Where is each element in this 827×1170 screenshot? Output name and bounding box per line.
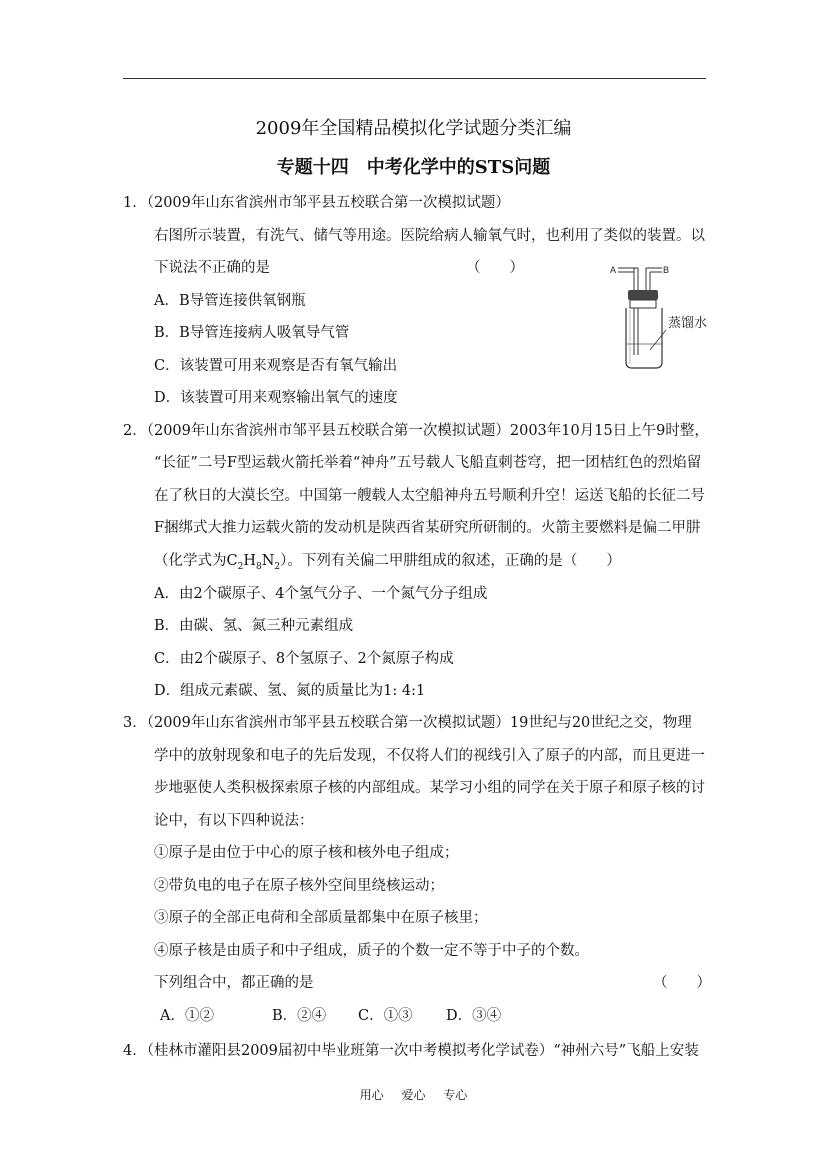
question-3-statement-4: ④原子核是由质子和中子组成，质子的个数一定不等于中子的个数。	[154, 943, 589, 959]
question-2-line5: （化学式为$C_2H_8N_2$）。下列有关偏二甲肼组成的叙述，正确的是（ ）	[154, 553, 621, 572]
question-2-line4: F捆绑式大推力运载火箭的发动机是陕西省某研究所研制的。火箭主要燃料是偏二甲肼	[154, 520, 701, 536]
gas-washing-bottle-figure	[606, 258, 726, 378]
question-1-header: 1．（2009年山东省滨州市邹平县五校联合第一次模拟试题）	[123, 195, 510, 211]
tube-b-label: B	[663, 265, 670, 275]
question-3-line2: 学中的放射现象和电子的先后发现，不仅将人们的视线引入了原子的内部，而且更进一	[154, 748, 705, 764]
header-rule	[123, 78, 706, 79]
question-2-option-d: D．组成元素碳、氢、氮的质量比为1: 4:1	[154, 683, 426, 699]
question-1-stem-line2: 下说法不正确的是 （ ）	[154, 260, 524, 276]
question-3-option-a: A．①②	[160, 1008, 214, 1024]
question-3-answer-paren: （ ）	[653, 975, 711, 991]
question-4-line1: 4．（桂林市灌阳县2009届初中毕业班第一次中考模拟考化学试卷）“神州六号”飞船上安装	[123, 1043, 699, 1059]
page-footer: 用心 爱心 专心	[359, 1088, 468, 1102]
question-2-option-c: C．由2个碳原子、8个氢原子、2个氮原子构成	[154, 651, 454, 667]
question-2-line2: “长征”二号F型运载火箭托举着“神舟”五号载人飞船直刺苍穹，把一团桔红色的烈焰留	[154, 455, 702, 471]
question-1-option-a: A．B导管连接供氧钢瓶	[154, 293, 306, 309]
document-subtitle: 专题十四 中考化学中的STS问题	[276, 157, 551, 178]
answer-paren: （ ）	[466, 260, 524, 276]
question-3-line4: 论中，有以下四种说法：	[154, 813, 314, 829]
question-3-option-d: D．③④	[446, 1008, 502, 1024]
question-2-option-a: A．由2个碳原子、4个氢气分子、一个氮气分子组成	[154, 586, 488, 602]
question-2-line3: 在了秋日的大漠长空。中国第一艘载人太空船神舟五号顺利升空！运送飞船的长征二号	[154, 488, 705, 504]
question-3-statement-3: ③原子的全部正电荷和全部质量都集中在原子核里；	[154, 910, 488, 926]
question-3-combo: 下列组合中，都正确的是	[154, 975, 314, 991]
question-3-option-c: C．①③	[358, 1008, 413, 1024]
question-1-option-b: B．B导管连接病人吸氧导气管	[154, 325, 350, 341]
question-1-option-d: D．该装置可用来观察输出氧气的速度	[154, 390, 398, 406]
question-3-statement-2: ②带负电的电子在原子核外空间里绕核运动；	[154, 878, 444, 894]
question-3-line3: 步地驱使人类积极探索原子核的内部组成。某学习小组的同学在关于原子和原子核的讨	[154, 780, 705, 796]
question-3-option-b: B．②④	[272, 1008, 327, 1024]
question-1-stem-line1: 右图所示装置，有洗气、储气等用途。医院给病人输氧气时，也利用了类似的装置。以	[154, 228, 705, 244]
question-2-line1: 2．（2009年山东省滨州市邹平县五校联合第一次模拟试题）2003年10月15日上午9时整，	[123, 423, 709, 439]
tube-a-label: A	[610, 265, 617, 275]
question-1-option-c: C．该装置可用来观察是否有氧气输出	[154, 358, 398, 374]
question-3-line1: 3．（2009年山东省滨州市邹平县五校联合第一次模拟试题）19世纪与20世纪之交，物理	[123, 715, 692, 731]
question-3-statement-1: ①原子是由位于中心的原子核和核外电子组成；	[154, 845, 459, 861]
water-label: 蒸馏水	[668, 316, 708, 331]
document-title: 2009年全国精品模拟化学试题分类汇编	[255, 118, 572, 139]
question-2-option-b: B．由碳、氢、氮三种元素组成	[154, 618, 354, 634]
